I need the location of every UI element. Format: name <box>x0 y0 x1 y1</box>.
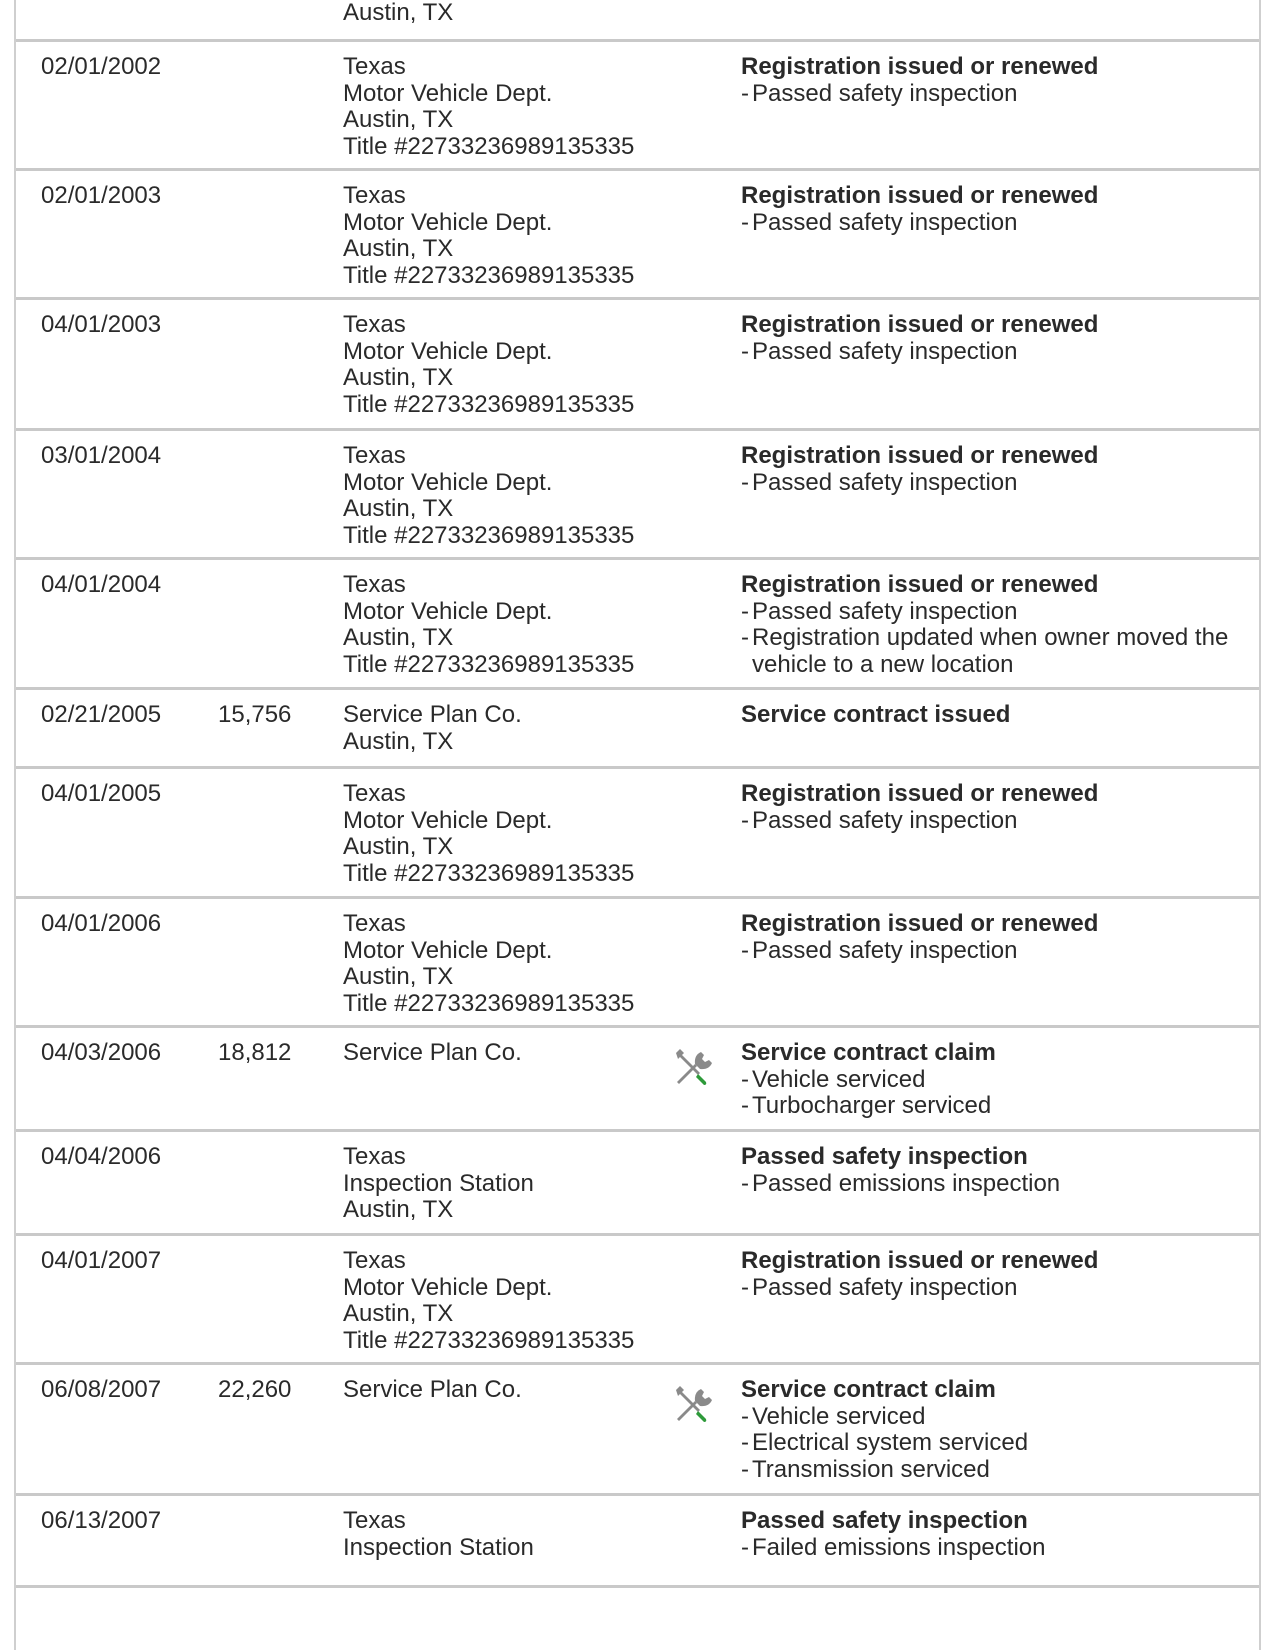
source-line: Texas <box>343 571 406 598</box>
source-line: Motor Vehicle Dept. <box>343 208 553 236</box>
date-cell: 04/01/2006 <box>41 910 162 937</box>
source-line: Austin, TX <box>343 1300 454 1327</box>
source-cell <box>343 1377 522 1404</box>
wrench-screwdriver-icon <box>670 1044 714 1088</box>
details-cell <box>741 1377 1246 1483</box>
date-cell: 04/03/2006 <box>41 1039 162 1066</box>
source-cell <box>343 572 634 678</box>
source-line: Austin, TX <box>343 833 454 860</box>
source-line: Inspection Station <box>343 1533 534 1561</box>
odometer-cell: 22,260 <box>218 1376 292 1403</box>
detail-item: - Transmission serviced <box>741 1457 1246 1484</box>
source-line: Austin, TX <box>343 1196 454 1223</box>
detail-title: Registration issued or renewed <box>741 182 1099 209</box>
source-line: Texas <box>343 780 406 807</box>
history-table <box>16 0 1259 1588</box>
detail-item: - Failed emissions inspection <box>741 1535 1246 1562</box>
detail-item: - Passed safety inspection <box>741 339 1246 366</box>
detail-title: Passed safety inspection <box>741 1143 1028 1170</box>
date-cell: 06/13/2007 <box>41 1507 162 1534</box>
source-cell <box>343 443 634 549</box>
table-row <box>16 1496 1259 1588</box>
date-cell: 02/01/2003 <box>41 182 162 209</box>
source-line: Texas <box>343 1247 406 1274</box>
source-cell <box>343 911 634 1017</box>
detail-title: Registration issued or renewed <box>741 442 1099 469</box>
source-line: Title #22733236989135335 <box>343 859 635 887</box>
details-cell <box>741 183 1246 236</box>
source-line: Texas <box>343 182 406 209</box>
date-cell: 02/21/2005 <box>41 701 162 728</box>
detail-title: Registration issued or renewed <box>741 1247 1099 1274</box>
details-cell <box>741 702 1246 729</box>
detail-item: - Registration updated when owner moved the vehicle to a new location <box>741 625 1246 678</box>
table-row <box>16 1236 1259 1365</box>
date-cell: 02/01/2002 <box>41 53 162 80</box>
source-line: Austin, TX <box>343 495 454 522</box>
detail-title: Registration issued or renewed <box>741 780 1099 807</box>
source-line: Austin, TX <box>343 364 454 391</box>
detail-title: Service contract claim <box>741 1039 996 1066</box>
source-line: Title #22733236989135335 <box>343 650 635 678</box>
source-cell <box>343 781 634 887</box>
source-line: Inspection Station <box>343 1169 534 1197</box>
date-cell: 04/04/2006 <box>41 1143 162 1170</box>
details-cell <box>741 54 1246 107</box>
source-line: Austin, TX <box>343 624 454 651</box>
table-row <box>16 1132 1259 1236</box>
details-cell <box>741 443 1246 496</box>
table-row <box>16 899 1259 1028</box>
source-line: Motor Vehicle Dept. <box>343 806 553 834</box>
details-cell <box>741 572 1246 678</box>
source-cell <box>343 1248 634 1354</box>
source-line: Title #22733236989135335 <box>343 989 635 1017</box>
source-cell <box>343 1144 534 1224</box>
source-line: Title #22733236989135335 <box>343 521 635 549</box>
detail-title: Registration issued or renewed <box>741 311 1099 338</box>
detail-item: - Passed safety inspection <box>741 599 1246 626</box>
details-cell <box>741 312 1246 365</box>
source-line: Motor Vehicle Dept. <box>343 337 553 365</box>
details-cell <box>741 781 1246 834</box>
date-cell: 04/01/2003 <box>41 311 162 338</box>
source-cell <box>343 1508 534 1561</box>
detail-item: - Passed emissions inspection <box>741 1171 1246 1198</box>
detail-item: - Electrical system serviced <box>741 1430 1246 1457</box>
detail-title: Registration issued or renewed <box>741 571 1099 598</box>
source-line: Austin, TX <box>343 235 454 262</box>
source-cell <box>343 702 522 755</box>
source-line: Texas <box>343 311 406 338</box>
detail-item: - Vehicle serviced <box>741 1404 1246 1431</box>
detail-item: - Passed safety inspection <box>741 938 1246 965</box>
source-line: Title #22733236989135335 <box>343 261 635 289</box>
source-line: Title #22733236989135335 <box>343 132 635 160</box>
detail-item: - Passed safety inspection <box>741 81 1246 108</box>
detail-item: - Passed safety inspection <box>741 210 1246 237</box>
source-line: Motor Vehicle Dept. <box>343 597 553 625</box>
table-row <box>16 431 1259 560</box>
source-cell <box>343 54 634 160</box>
source-line: Austin, TX <box>343 727 454 755</box>
source-line: Austin, TX <box>343 963 454 990</box>
table-row <box>16 42 1259 171</box>
table-row <box>16 1028 1259 1132</box>
odometer-cell: 15,756 <box>218 701 292 728</box>
source-line: Service Plan Co. <box>343 1376 522 1403</box>
source-line: Title #22733236989135335 <box>343 390 635 418</box>
source-line: Service Plan Co. <box>343 1039 522 1066</box>
source-line: Austin, TX <box>343 0 454 26</box>
details-cell <box>741 1248 1246 1301</box>
source-cell <box>343 312 634 418</box>
detail-title: Registration issued or renewed <box>741 910 1099 937</box>
source-line: Texas <box>343 442 406 469</box>
date-cell: 04/01/2007 <box>41 1247 162 1274</box>
details-cell <box>741 1144 1246 1197</box>
source-line: Motor Vehicle Dept. <box>343 79 553 107</box>
date-cell: 04/01/2004 <box>41 571 162 598</box>
source-line: Motor Vehicle Dept. <box>343 1273 553 1301</box>
wrench-screwdriver-icon <box>670 1381 714 1425</box>
detail-item: - Turbocharger serviced <box>741 1093 1246 1120</box>
detail-item: - Vehicle serviced <box>741 1067 1246 1094</box>
date-cell: 06/08/2007 <box>41 1376 162 1403</box>
detail-item: - Passed safety inspection <box>741 1275 1246 1302</box>
date-cell: 03/01/2004 <box>41 442 162 469</box>
details-cell <box>741 1040 1246 1120</box>
details-cell <box>741 1508 1246 1561</box>
source-line: Austin, TX <box>343 106 454 133</box>
table-row <box>16 1365 1259 1496</box>
date-cell: 04/01/2005 <box>41 780 162 807</box>
table-row <box>16 769 1259 899</box>
detail-title: Service contract issued <box>741 701 1011 728</box>
source-line: Texas <box>343 1507 406 1534</box>
table-row <box>16 560 1259 690</box>
source-line: Motor Vehicle Dept. <box>343 468 553 496</box>
source-line: Service Plan Co. <box>343 701 522 728</box>
source-line: Motor Vehicle Dept. <box>343 936 553 964</box>
source-line: Texas <box>343 53 406 80</box>
source-line: Title #22733236989135335 <box>343 1326 635 1354</box>
detail-item: - Passed safety inspection <box>741 808 1246 835</box>
source-line: Texas <box>343 1143 406 1170</box>
detail-title: Registration issued or renewed <box>741 53 1099 80</box>
table-row <box>16 300 1259 431</box>
odometer-cell: 18,812 <box>218 1039 292 1066</box>
source-cell <box>343 183 634 289</box>
detail-title: Service contract claim <box>741 1376 996 1403</box>
source-line: Texas <box>343 910 406 937</box>
detail-item: - Passed safety inspection <box>741 470 1246 497</box>
table-row <box>16 690 1259 769</box>
table-row <box>16 171 1259 300</box>
table-row-fragment <box>16 0 1259 42</box>
details-cell <box>741 911 1246 964</box>
source-cell <box>343 0 453 27</box>
detail-title: Passed safety inspection <box>741 1507 1028 1534</box>
source-cell <box>343 1040 522 1067</box>
